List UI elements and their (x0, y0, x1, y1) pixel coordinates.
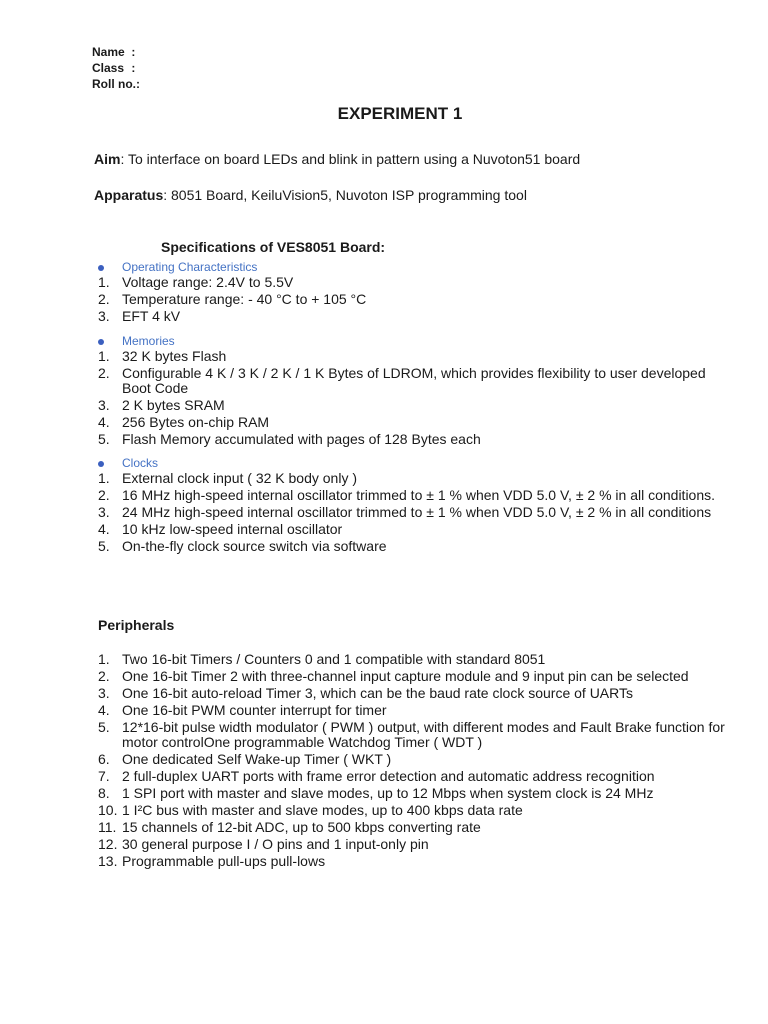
item-number: 2. (98, 291, 110, 307)
list-item (98, 349, 738, 364)
item-text: 24 MHz high-speed internal oscillator trimmed to ± 1 % when VDD 5.0 V, ± 2 % in all conditions (122, 504, 712, 520)
clocks-list (98, 456, 738, 556)
item-number: 12. (98, 836, 118, 852)
item-text: 10 kHz low-speed internal oscillator (122, 521, 343, 537)
list-item (98, 820, 738, 835)
item-number: 1. (98, 348, 110, 364)
item-number: 6. (98, 751, 110, 767)
item-text: On-the-fly clock source switch via software (122, 538, 387, 554)
section-bullet (98, 456, 738, 471)
aim-text: : To interface on board LEDs and blink in pattern using a Nuvoton51 board (120, 151, 581, 167)
item-number: 3. (98, 685, 110, 701)
list-item (98, 786, 738, 801)
item-text: One 16-bit Timer 2 with three-channel input capture module and 9 input pin can be selected (122, 668, 689, 684)
item-text: 2 K bytes SRAM (122, 397, 225, 413)
item-text: 30 general purpose I / O pins and 1 input-only pin (122, 836, 429, 852)
item-number: 3. (98, 308, 110, 324)
item-text: External clock input ( 32 K body only ) (122, 470, 358, 486)
bullet-dot (98, 339, 104, 345)
item-text: 1 I²C bus with master and slave modes, up to 400 kbps data rate (122, 802, 523, 818)
bullet-dot (98, 265, 104, 271)
spec-heading: Specifications of VES8051 Board: (161, 239, 386, 255)
item-number: 11. (98, 819, 117, 835)
section-bullet (98, 334, 738, 349)
item-text: One 16-bit auto-reload Timer 3, which can be the baud rate clock source of UARTs (122, 685, 634, 701)
name-row (92, 44, 140, 60)
item-text: 2 full-duplex UART ports with frame error detection and automatic address recognition (122, 768, 655, 784)
list-item (98, 652, 738, 667)
student-info-block (92, 44, 140, 92)
section-bullet (98, 260, 738, 275)
item-number: 3. (98, 504, 110, 520)
item-number: 1. (98, 651, 110, 667)
item-number: 1. (98, 470, 110, 486)
item-text: Temperature range: - 40 °C to + 105 °C (122, 291, 367, 307)
item-number: 1. (98, 274, 110, 290)
item-text: Programmable pull-ups pull-lows (122, 853, 326, 869)
list-item (98, 488, 738, 503)
list-item (98, 837, 738, 852)
list-item (98, 803, 738, 818)
list-item (98, 505, 738, 520)
item-text: Two 16-bit Timers / Counters 0 and 1 compatible with standard 8051 (122, 651, 546, 667)
item-text: 16 MHz high-speed internal oscillator trimmed to ± 1 % when VDD 5.0 V, ± 2 % in all conditions. (122, 487, 716, 503)
item-number: 2. (98, 668, 110, 684)
list-item (98, 703, 738, 718)
item-number: 10. (98, 802, 118, 818)
list-item (98, 366, 738, 396)
list-item (98, 854, 738, 869)
list-item (98, 309, 738, 324)
list-item (98, 720, 738, 750)
roll-label: Roll no.: (92, 77, 140, 91)
list-item (98, 539, 738, 554)
item-number: 5. (98, 719, 110, 735)
item-number: 4. (98, 702, 110, 718)
class-label: Class (92, 61, 125, 75)
memories-list (98, 334, 738, 449)
section-title: Operating Characteristics (122, 260, 258, 274)
list-item (98, 752, 738, 767)
item-number: 8. (98, 785, 110, 801)
list-item (98, 769, 738, 784)
bullet-dot (98, 461, 104, 467)
list-item (98, 471, 738, 486)
item-text: Flash Memory accumulated with pages of 128 Bytes each (122, 431, 481, 447)
peripherals-list (98, 652, 738, 871)
aim-label: Aim (94, 151, 121, 167)
item-text: 1 SPI port with master and slave modes, up to 12 Mbps when system clock is 24 MHz (122, 785, 654, 801)
class-row (92, 60, 140, 76)
item-number: 2. (98, 487, 110, 503)
item-text: One 16-bit PWM counter interrupt for timer (122, 702, 387, 718)
list-item (98, 415, 738, 430)
item-text: 256 Bytes on-chip RAM (122, 414, 270, 430)
apparatus-text: : 8051 Board, KeiluVision5, Nuvoton ISP programming tool (163, 187, 527, 203)
name-label: Name (92, 45, 125, 59)
item-text: One dedicated Self Wake-up Timer ( WKT ) (122, 751, 392, 767)
class-colon: : (131, 61, 136, 75)
list-item (98, 669, 738, 684)
item-number: 5. (98, 431, 110, 447)
operating-list (98, 260, 738, 326)
item-number: 4. (98, 521, 110, 537)
list-item (98, 432, 738, 447)
item-text: 12*16-bit pulse width modulator ( PWM ) output, with different modes and Fault Brake function for motor controlOne programmable Watchdog Timer ( WDT ) (122, 719, 725, 750)
item-number: 4. (98, 414, 110, 430)
apparatus-line (94, 187, 527, 203)
list-item (98, 686, 738, 701)
list-item (98, 398, 738, 413)
apparatus-label: Apparatus (94, 187, 164, 203)
list-item (98, 522, 738, 537)
item-number: 3. (98, 397, 110, 413)
item-number: 7. (98, 768, 110, 784)
item-text: 32 K bytes Flash (122, 348, 227, 364)
section-title: Clocks (122, 456, 159, 470)
peripherals-heading: Peripherals (98, 617, 175, 633)
item-number: 5. (98, 538, 110, 554)
list-item (98, 292, 738, 307)
item-text: Configurable 4 K / 3 K / 2 K / 1 K Bytes of LDROM, which provides flexibility to user developed Boot Code (122, 365, 706, 396)
roll-row (92, 76, 140, 92)
aim-line (94, 151, 580, 167)
section-title: Memories (122, 334, 175, 348)
item-text: Voltage range: 2.4V to 5.5V (122, 274, 294, 290)
item-text: EFT 4 kV (122, 308, 181, 324)
list-item (98, 275, 738, 290)
page-title: EXPERIMENT 1 (337, 104, 463, 123)
item-number: 13. (98, 853, 118, 869)
item-text: 15 channels of 12-bit ADC, up to 500 kbps converting rate (122, 819, 481, 835)
item-number: 2. (98, 365, 110, 381)
name-colon: : (131, 45, 136, 59)
